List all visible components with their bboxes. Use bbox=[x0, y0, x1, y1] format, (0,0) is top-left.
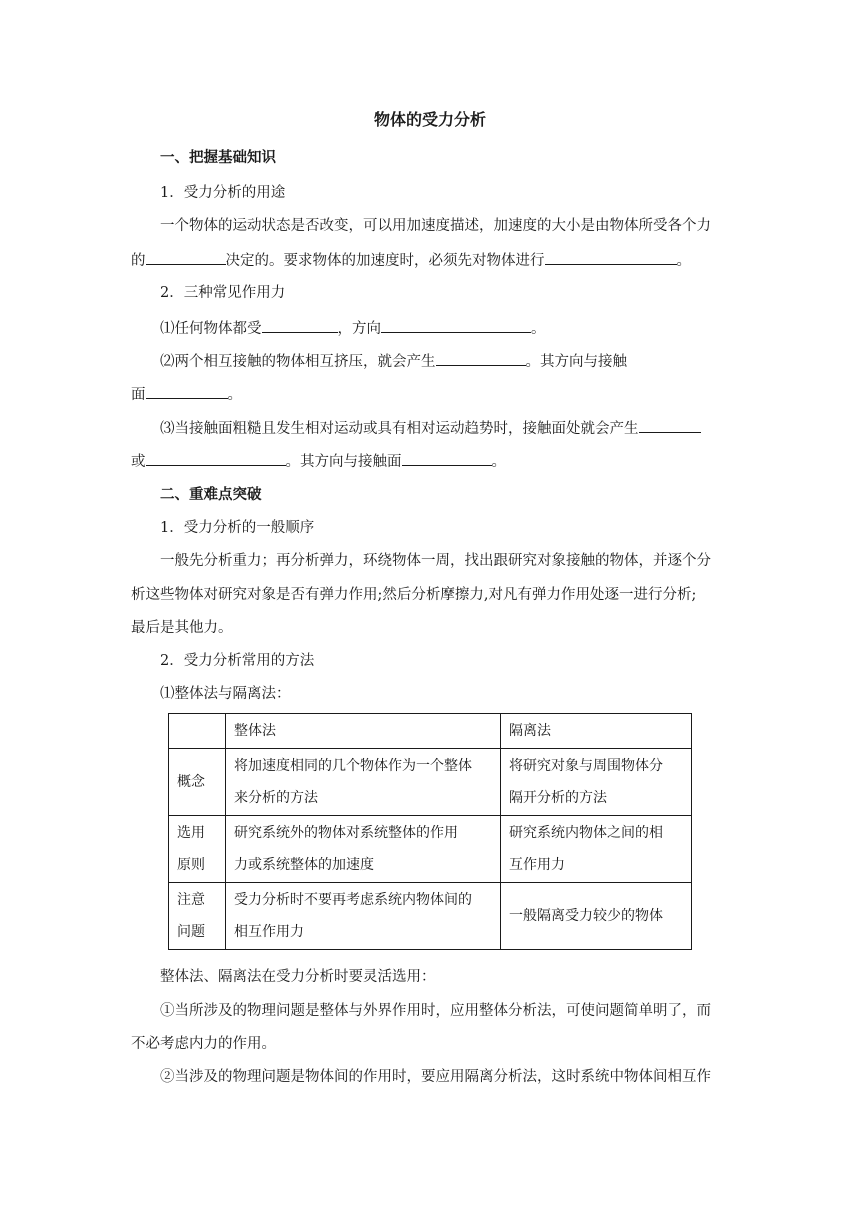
point1-line2: 不必考虑内力的作用。 bbox=[131, 1036, 276, 1052]
row-label-cell bbox=[169, 816, 226, 883]
fill-blank bbox=[146, 382, 228, 399]
cell-text: 将加速度相同的几个物体作为一个整体 bbox=[234, 758, 472, 774]
table-row bbox=[169, 749, 692, 816]
cell-text: 选用 bbox=[177, 825, 205, 841]
cell-text: 研究系统内物体之间的相 bbox=[509, 825, 663, 841]
fill-blank bbox=[146, 449, 286, 466]
fill-blank bbox=[262, 316, 338, 333]
text-fragment: ⑴任何物体都受 bbox=[160, 321, 262, 337]
cell-text: 一般隔离受力较少的物体 bbox=[509, 908, 663, 924]
section2-sub1: ⑴整体法与隔离法： bbox=[160, 686, 291, 702]
text-fragment: 。 bbox=[227, 387, 242, 403]
section1-item1-line2 bbox=[131, 248, 691, 271]
text-fragment: 。 bbox=[491, 454, 506, 470]
point2-line1: ②当涉及的物理问题是物体间的作用时，要应用隔离分析法，这时系统中物体间相互作 bbox=[160, 1069, 711, 1085]
text-fragment: 面 bbox=[131, 387, 146, 403]
cell-text: 来分析的方法 bbox=[234, 790, 318, 806]
fill-blank bbox=[639, 416, 701, 433]
text-fragment: ⑶当接触面粗糙且发生相对运动或具有相对运动趋势时，接触面处就会产生 bbox=[160, 421, 639, 437]
comparison-table bbox=[168, 713, 692, 950]
section2-item1-title: 1．受力分析的一般顺序 bbox=[160, 520, 315, 536]
section1-item1-title: 1．受力分析的用途 bbox=[160, 185, 286, 201]
fill-blank bbox=[402, 449, 492, 466]
text-fragment: ⑵两个相互接触的物体相互挤压，就会产生 bbox=[160, 354, 436, 370]
table-row bbox=[169, 816, 692, 883]
text-fragment: 。 bbox=[531, 321, 546, 337]
cell-text: 隔开分析的方法 bbox=[509, 790, 607, 806]
section2-item1-line2: 析这些物体对研究对象是否有弹力作用;然后分析摩擦力,对凡有弹力作用处逐一进行分析; bbox=[131, 587, 697, 603]
text-fragment: 。其方向与接触面 bbox=[285, 454, 402, 470]
cell-text: 原则 bbox=[177, 857, 205, 873]
text-fragment: 或 bbox=[131, 454, 146, 470]
fill-blank bbox=[436, 349, 526, 366]
text-fragment: ，方向 bbox=[337, 321, 381, 337]
table-header-cell: 整体法 bbox=[226, 714, 501, 749]
section2-heading: 二、重难点突破 bbox=[160, 487, 262, 503]
row-label-cell bbox=[169, 749, 226, 816]
section2-item1-line3: 最后是其他力。 bbox=[131, 620, 233, 636]
whole-method-cell bbox=[226, 749, 501, 816]
section1-heading: 一、把握基础知识 bbox=[160, 150, 276, 166]
isolation-method-cell bbox=[501, 749, 692, 816]
fill-blank bbox=[545, 248, 677, 265]
whole-method-cell bbox=[226, 816, 501, 883]
table-header-row bbox=[169, 714, 692, 749]
cell-text: 注意 bbox=[177, 892, 205, 908]
table-row bbox=[169, 883, 692, 950]
page-title: 物体的受力分析 bbox=[373, 110, 486, 129]
table-header-cell: 隔离法 bbox=[501, 714, 692, 749]
section1-para2-line1 bbox=[160, 349, 627, 372]
section2-item1-line1: 一般先分析重力；再分析弹力，环绕物体一周，找出跟研究对象接触的物体，并逐个分 bbox=[160, 553, 711, 569]
section1-item2-title: 2．三种常见作用力 bbox=[160, 285, 286, 301]
cell-text: 研究系统外的物体对系统整体的作用 bbox=[234, 825, 458, 841]
section1-item1-line1: 一个物体的运动状态是否改变，可以用加速度描述，加速度的大小是由物体所受各个力 bbox=[160, 218, 711, 234]
cell-text: 互作用力 bbox=[509, 857, 565, 873]
section2-item2-title: 2．受力分析常用的方法 bbox=[160, 653, 315, 669]
text-fragment: 。其方向与接触 bbox=[525, 354, 627, 370]
text-fragment: 决定的。要求物体的加速度时，必须先对物体进行 bbox=[225, 253, 545, 269]
section1-para1 bbox=[160, 316, 546, 339]
cell-text: 概念 bbox=[177, 774, 205, 790]
point1-line1: ①当所涉及的物理问题是整体与外界作用时，应用整体分析法，可使问题简单明了，而 bbox=[160, 1003, 711, 1019]
cell-text: 问题 bbox=[177, 924, 205, 940]
cell-text: 将研究对象与周围物体分 bbox=[509, 758, 663, 774]
section1-para2-line2 bbox=[131, 382, 242, 405]
fill-blank bbox=[146, 248, 226, 265]
after-table-text: 整体法、隔离法在受力分析时要灵活选用： bbox=[160, 969, 436, 985]
cell-text: 相互作用力 bbox=[234, 924, 304, 940]
section1-para3-line1 bbox=[160, 416, 701, 439]
cell-text: 力或系统整体的加速度 bbox=[234, 857, 374, 873]
section1-para3-line2 bbox=[131, 449, 506, 472]
isolation-method-cell bbox=[501, 816, 692, 883]
cell-text: 受力分析时不要再考虑系统内物体间的 bbox=[234, 892, 472, 908]
isolation-method-cell bbox=[501, 883, 692, 950]
text-fragment: 的 bbox=[131, 253, 146, 269]
row-label-cell bbox=[169, 883, 226, 950]
whole-method-cell bbox=[226, 883, 501, 950]
fill-blank bbox=[381, 316, 531, 333]
table-header-cell bbox=[169, 714, 226, 749]
text-fragment: 。 bbox=[676, 253, 691, 269]
